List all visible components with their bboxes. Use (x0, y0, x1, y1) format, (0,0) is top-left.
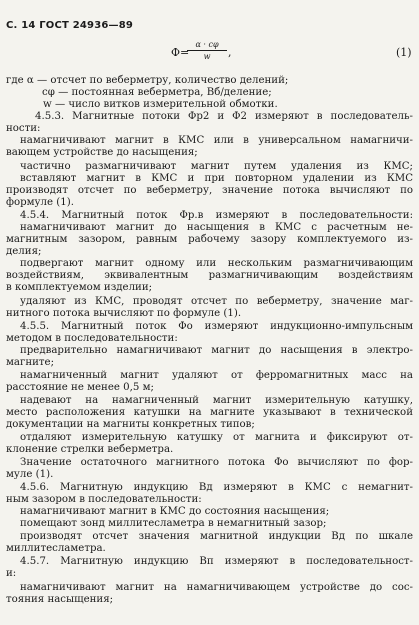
text-line: подвергают магнит одному или нескольким размагничивающим (20, 258, 413, 269)
text-line: намагничивают магнит на намагничивающем устройстве до сос- (20, 582, 413, 593)
text-line: магните; (6, 357, 55, 368)
text-line: 4.5.5. Магнитный поток Φо измеряют индукционно-импульсным (20, 321, 413, 332)
text-line: муле (1). (6, 469, 54, 480)
text-line: 4.5.3. Магнитные потоки Φр2 и Φ2 измеряют в последователь- (35, 111, 413, 122)
text-line: помещают зонд миллитесламетра в немагнитный зазор; (20, 518, 327, 529)
text-line: отдаляют измерительную катушку от магнита и фиксируют от- (20, 432, 413, 443)
text-line: вставляют магнит в КМС и при повторном удалении из КМС (20, 173, 413, 184)
text-line: производят отсчет по веберметру, значение потока вычисляют по (6, 185, 413, 196)
text-line: нитного потока вычисляют по формуле (1). (6, 308, 242, 319)
page-header: С. 14 ГОСТ 24936—89 (6, 20, 134, 31)
text-line: и: (6, 568, 17, 579)
text-line: в комплектуемом изделии; (6, 282, 153, 293)
text-line: клонение стрелки веберметра. (6, 444, 174, 455)
text-line: Значение остаточного магнитного потока Φо вычисляют по фор- (20, 457, 413, 468)
text-line: миллитесламетра. (6, 543, 106, 554)
formula-numerator: α · cφ (187, 40, 227, 51)
text-line: методом в последовательности: (6, 333, 178, 344)
formula-lhs: Φ= (171, 46, 190, 59)
formula-tail: , (228, 46, 232, 59)
text-line: намагничивают магнит в КМС или в универсальном намагничи- (20, 135, 413, 146)
text-line: ности: (6, 123, 41, 134)
formula-number: (1) (396, 46, 412, 59)
text-line: cφ — постоянная веберметра, Вб/деление; (42, 87, 272, 98)
text-line: производят отсчет значения магнитной индукции Bд по шкале (20, 531, 413, 542)
text-line: тояния насыщения; (6, 594, 114, 605)
text-line: намагниченный магнит удаляют от ферромагнитных масс на (20, 370, 413, 381)
text-line: где α — отсчет по веберметру, количество делений; (6, 75, 289, 86)
text-line: вающем устройстве до насыщения; (6, 147, 198, 158)
text-line: делия; (6, 246, 42, 257)
text-line: надевают на намагниченный магнит измерительную катушку, (20, 395, 413, 406)
text-line: магнитным зазором, равным рабочему зазору комплектуемого из- (6, 234, 413, 245)
text-line: ным зазором в последовательности: (6, 494, 202, 505)
formula-denominator: w (203, 52, 211, 61)
text-line: 4.5.4. Магнитный поток Φр.в измеряют в последовательности: (20, 210, 413, 221)
text-line: намагничивают магнит до насыщения в КМС с расчетным не- (20, 222, 413, 233)
text-line: расстояние не менее 0,5 м; (6, 382, 154, 393)
text-line: предварительно намагничивают магнит до насыщения в электро- (20, 345, 413, 356)
formula-fraction (187, 40, 227, 61)
text-line: 4.5.6. Магнитную индукцию Bд измеряют в КМС с немагнит- (20, 482, 413, 493)
text-line: удаляют из КМС, проводят отсчет по веберметру, значение маг- (20, 296, 413, 307)
formula-1 (0, 40, 419, 70)
text-line: воздействиям, эквивалентным размагничивающим воздействиям (6, 270, 413, 281)
text-line: намагничивают магнит в КМС до состояния насыщения; (20, 506, 330, 517)
text-line: 4.5.7. Магнитную индукцию Bп измеряют в последовательност- (20, 556, 413, 567)
text-line: w — число витков измерительной обмотки. (43, 99, 278, 110)
text-line: место расположения катушки на магните указывают в технической (6, 407, 413, 418)
text-line: частично размагничивают магнит путем удаления из КМС; (20, 161, 413, 172)
text-line: формуле (1). (6, 197, 74, 208)
text-line: документации на магниты конкретных типов; (6, 419, 255, 430)
